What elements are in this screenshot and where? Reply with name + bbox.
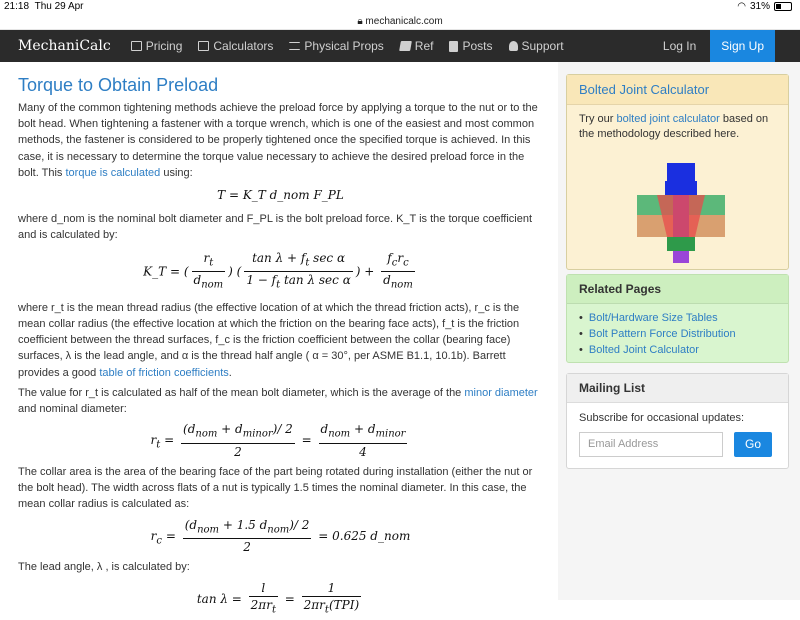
bolted-joint-card-title[interactable]: Bolted Joint Calculator bbox=[567, 75, 788, 105]
sliders-icon bbox=[289, 42, 300, 50]
nav-physical-props[interactable]: Physical Props bbox=[289, 39, 383, 53]
torque-calculated-link[interactable]: torque is calculated bbox=[65, 166, 161, 179]
bolt-head bbox=[667, 163, 695, 181]
nut bbox=[667, 237, 695, 251]
status-bar bbox=[0, 0, 800, 14]
minor-diameter-link[interactable]: minor diameter bbox=[464, 386, 538, 399]
paragraph-rt: The value for r_t is calculated as half of the mean bolt diameter, which is the average of the minor diameter and nominal diameter: bbox=[18, 386, 538, 416]
article bbox=[18, 74, 543, 620]
sidebar bbox=[558, 62, 800, 600]
paragraph-lead-angle: The lead angle, λ , is calculated by: bbox=[18, 561, 190, 574]
subscribe-go-button[interactable]: Go bbox=[734, 432, 772, 457]
document-icon bbox=[449, 41, 458, 52]
nav-posts[interactable]: Posts bbox=[449, 39, 492, 53]
page-title: Torque to Obtain Preload bbox=[18, 75, 219, 95]
equation-lead-angle: tan λ = $\frac{l}{2\pi r_t}$ = $\frac{1}{2\pi r_t(TPI)}$ bbox=[196, 580, 360, 616]
nav-ref[interactable]: Ref bbox=[400, 39, 434, 53]
bolted-joint-link[interactable]: bolted joint calculator bbox=[616, 113, 720, 125]
nav-calculators[interactable]: Calculators bbox=[198, 39, 273, 53]
url-text: mechanicalc.com bbox=[365, 16, 443, 27]
related-link-pattern-force[interactable]: • Bolt Pattern Force Distribution bbox=[579, 326, 776, 342]
brand-logo[interactable]: MechaniCalc bbox=[18, 38, 111, 54]
calculator-icon bbox=[198, 41, 209, 51]
mailing-list-title: Mailing List bbox=[567, 374, 788, 403]
paragraph-collar: The collar area is the area of the bearing face of the part being rotated during installation (either the nut or the bolt head). The width across flats of a nut is typically 1.5 times the nominal diameter. In this case, the mean collar radius is calculated as: bbox=[18, 466, 533, 511]
bolted-joint-card bbox=[566, 74, 789, 270]
paragraph-where: where d_nom is the nominal bolt diameter and F_PL is the bolt preload force. K_T is the torque coefficient and is calculated by: bbox=[18, 213, 533, 242]
related-pages-card bbox=[566, 274, 789, 363]
wifi-icon: ◠ bbox=[737, 1, 746, 12]
related-link-bolted-joint[interactable]: • Bolted Joint Calculator bbox=[579, 342, 776, 358]
user-icon bbox=[509, 41, 518, 51]
battery-icon bbox=[774, 2, 792, 11]
related-pages-title: Related Pages bbox=[567, 275, 788, 304]
credit-card-icon bbox=[131, 41, 142, 51]
status-right bbox=[737, 1, 792, 12]
mailing-list-text: Subscribe for occasional updates: bbox=[579, 412, 745, 424]
washer bbox=[665, 181, 697, 195]
bolt-tip bbox=[673, 251, 689, 263]
nav-pricing[interactable]: Pricing bbox=[131, 39, 183, 53]
email-input[interactable]: Email Address bbox=[579, 432, 723, 457]
related-link-size-tables[interactable]: • Bolt/Hardware Size Tables bbox=[579, 310, 776, 326]
status-time: 21:18 Thu 29 Apr bbox=[4, 1, 84, 12]
bolted-joint-card-text: Try our bolted joint calculator based on the methodology described here. bbox=[579, 113, 769, 140]
lock-icon: 🔒︎ bbox=[357, 16, 363, 27]
equation-torque: T = K_T d_nom F_PL bbox=[217, 188, 344, 203]
bolted-joint-diagram[interactable] bbox=[637, 163, 725, 263]
nav-support[interactable]: Support bbox=[509, 39, 564, 53]
paragraph-intro: Many of the common tightening methods achieve the preload force by applying a torque to the nut or to the bolt head. When tightening a fastener with a torque wrench, which is one of the easiest and most common methods, the fastener is considered to be properly tightened once the specified torque is achieved. In this case, it is necessary to determine the torque value necessary to achieve the desired preload force in the bolt. This torque is calculated using: bbox=[18, 102, 538, 179]
related-pages-list bbox=[567, 304, 788, 364]
equation-rt: $r_t$ = $\frac{(d_{nom} + d_{minor})/ 2}{2}$ = $\frac{d_{nom} + d_{minor}}{4}$ bbox=[150, 422, 406, 459]
login-link[interactable]: Log In bbox=[662, 39, 697, 53]
book-icon bbox=[399, 41, 412, 51]
url-bar[interactable] bbox=[0, 14, 800, 30]
paragraph-variables: where r_t is the mean thread radius (the effective location of at which the thread friction acts), r_c is the mean collar radius (the effective location at which the friction on the bearing face acts), f_t is the friction coefficient between the thread surfaces, f_c is the friction coefficient between the collar (bearing face) surfaces, λ is the lead angle, and α is the thread half angle ( α = 30°, per ASME B1.1, 10.1b). Barrett provides a good table of friction coefficients. bbox=[18, 301, 520, 379]
friction-table-link[interactable]: table of friction coefficients bbox=[99, 366, 229, 379]
top-navbar bbox=[0, 30, 800, 62]
battery-label: 31% bbox=[749, 1, 770, 12]
mailing-list-card bbox=[566, 373, 789, 469]
equation-rc: $r_c$ = $\frac{(d_{nom} + 1.5 d_{nom})/ 2}{2}$ = 0.625 d_nom bbox=[150, 517, 411, 555]
equation-torque-coefficient: K_T = ( $\frac{r_t}{d_{nom}}$ ) ( $\frac{\tan \lambda + f_t \sec \alpha}{1 - f_t \tan \lambda \sec \alpha}$ ) + $\frac{f_cr_c}{d_{nom}}$ bbox=[143, 250, 413, 291]
signup-button[interactable]: Sign Up bbox=[710, 30, 775, 62]
